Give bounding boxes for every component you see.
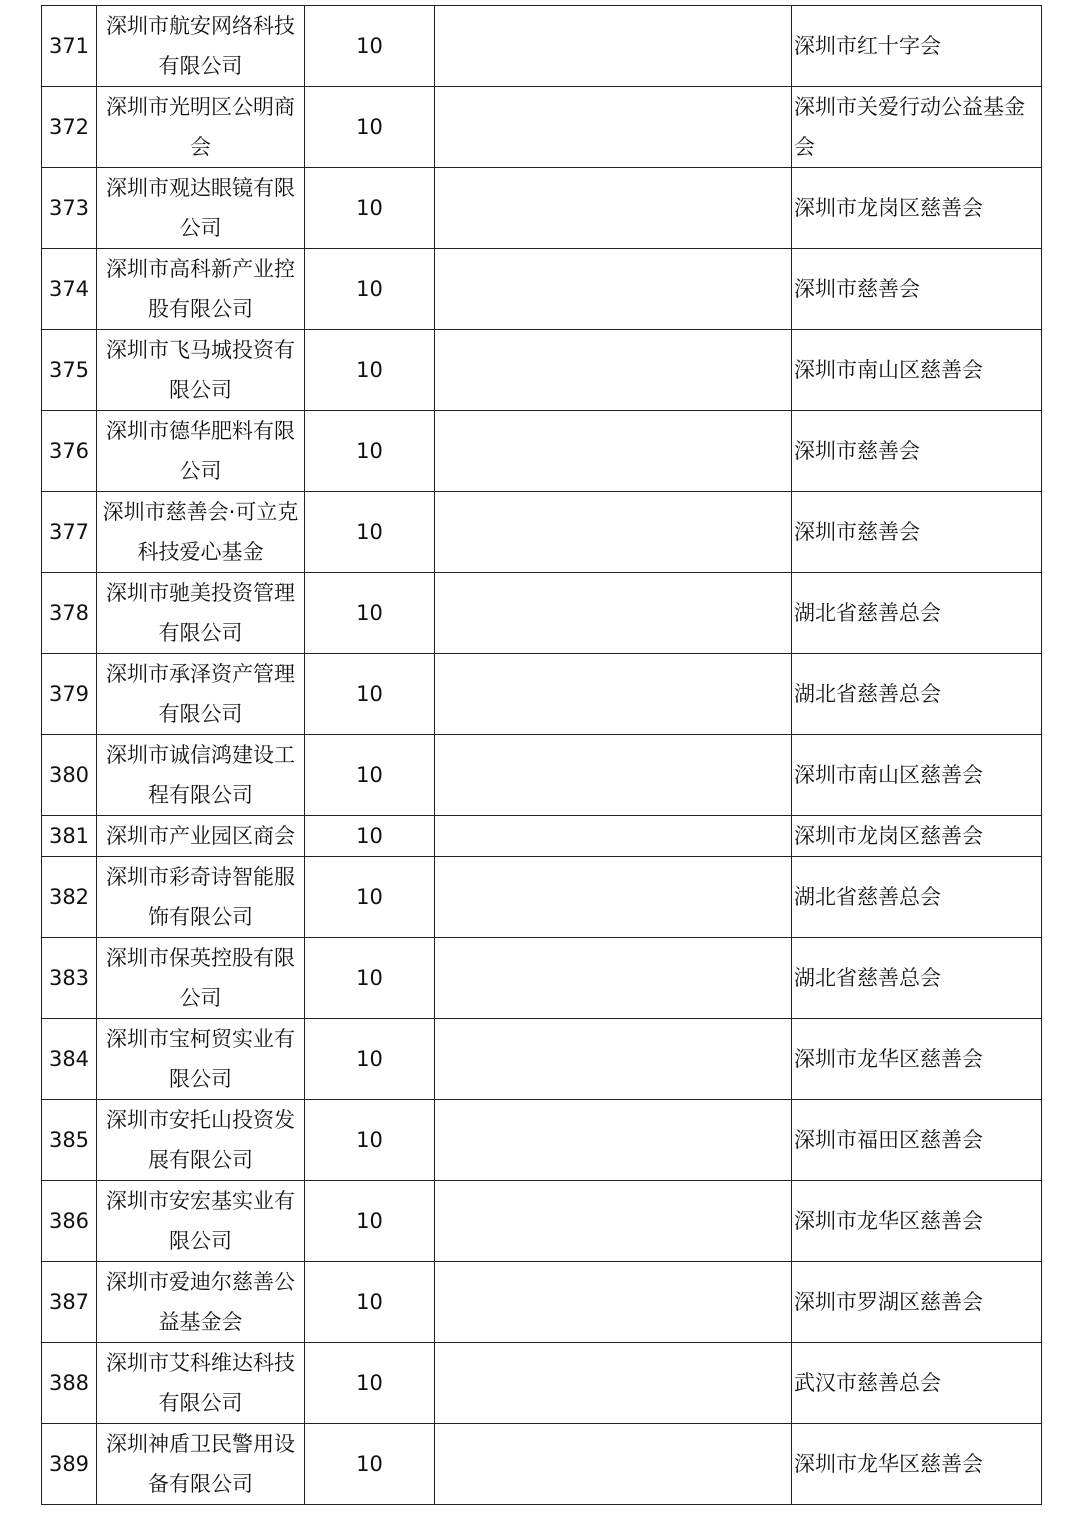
row-number: 379 <box>42 654 97 735</box>
recipient-organization: 深圳市慈善会 <box>792 411 1042 492</box>
donor-name: 深圳市产业园区商会 <box>97 816 305 857</box>
empty-cell <box>435 411 792 492</box>
donor-name: 深圳市光明区公明商会 <box>97 87 305 168</box>
table-row <box>42 1019 1042 1100</box>
empty-cell <box>435 816 792 857</box>
donor-name: 深圳市诚信鸿建设工程有限公司 <box>97 735 305 816</box>
row-number: 371 <box>42 6 97 87</box>
empty-cell <box>435 573 792 654</box>
recipient-organization: 深圳市龙岗区慈善会 <box>792 816 1042 857</box>
row-number: 373 <box>42 168 97 249</box>
row-number: 377 <box>42 492 97 573</box>
empty-cell <box>435 492 792 573</box>
row-number: 375 <box>42 330 97 411</box>
recipient-organization: 深圳市龙岗区慈善会 <box>792 168 1042 249</box>
recipient-organization: 湖北省慈善总会 <box>792 857 1042 938</box>
donor-name: 深圳市爱迪尔慈善公益基金会 <box>97 1262 305 1343</box>
donor-name: 深圳市彩奇诗智能服饰有限公司 <box>97 857 305 938</box>
recipient-organization: 湖北省慈善总会 <box>792 654 1042 735</box>
recipient-organization: 深圳市慈善会 <box>792 492 1042 573</box>
table-row <box>42 87 1042 168</box>
donation-amount: 10 <box>305 168 435 249</box>
row-number: 382 <box>42 857 97 938</box>
table-row <box>42 1181 1042 1262</box>
donation-amount: 10 <box>305 1424 435 1505</box>
empty-cell <box>435 654 792 735</box>
empty-cell <box>435 249 792 330</box>
table-row <box>42 573 1042 654</box>
table-row <box>42 654 1042 735</box>
recipient-organization: 深圳市南山区慈善会 <box>792 330 1042 411</box>
empty-cell <box>435 1424 792 1505</box>
table-row <box>42 1262 1042 1343</box>
donor-name: 深圳市宝柯贸实业有限公司 <box>97 1019 305 1100</box>
donation-amount: 10 <box>305 654 435 735</box>
donation-amount: 10 <box>305 1343 435 1424</box>
row-number: 378 <box>42 573 97 654</box>
recipient-organization: 湖北省慈善总会 <box>792 938 1042 1019</box>
empty-cell <box>435 1181 792 1262</box>
donation-amount: 10 <box>305 411 435 492</box>
donor-name: 深圳市观达眼镜有限公司 <box>97 168 305 249</box>
donor-name: 深圳市慈善会·可立克科技爱心基金 <box>97 492 305 573</box>
row-number: 385 <box>42 1100 97 1181</box>
donation-amount: 10 <box>305 735 435 816</box>
empty-cell <box>435 1100 792 1181</box>
table-row <box>42 6 1042 87</box>
table-row <box>42 1424 1042 1505</box>
donation-amount: 10 <box>305 6 435 87</box>
donor-name: 深圳市艾科维达科技有限公司 <box>97 1343 305 1424</box>
donation-amount: 10 <box>305 1100 435 1181</box>
row-number: 376 <box>42 411 97 492</box>
row-number: 388 <box>42 1343 97 1424</box>
empty-cell <box>435 1019 792 1100</box>
recipient-organization: 深圳市龙华区慈善会 <box>792 1019 1042 1100</box>
empty-cell <box>435 6 792 87</box>
donation-amount: 10 <box>305 1262 435 1343</box>
empty-cell <box>435 168 792 249</box>
table-row <box>42 249 1042 330</box>
recipient-organization: 深圳市红十字会 <box>792 6 1042 87</box>
empty-cell <box>435 938 792 1019</box>
row-number: 383 <box>42 938 97 1019</box>
table-row <box>42 857 1042 938</box>
donor-name: 深圳神盾卫民警用设备有限公司 <box>97 1424 305 1505</box>
row-number: 386 <box>42 1181 97 1262</box>
table-row <box>42 411 1042 492</box>
row-number: 389 <box>42 1424 97 1505</box>
row-number: 374 <box>42 249 97 330</box>
recipient-organization: 深圳市慈善会 <box>792 249 1042 330</box>
donation-table <box>41 5 1042 1505</box>
donation-amount: 10 <box>305 492 435 573</box>
recipient-organization: 湖北省慈善总会 <box>792 573 1042 654</box>
recipient-organization: 深圳市南山区慈善会 <box>792 735 1042 816</box>
recipient-organization: 深圳市罗湖区慈善会 <box>792 1262 1042 1343</box>
table-row <box>42 330 1042 411</box>
table-row <box>42 938 1042 1019</box>
donation-amount: 10 <box>305 249 435 330</box>
recipient-organization: 深圳市龙华区慈善会 <box>792 1424 1042 1505</box>
donor-name: 深圳市高科新产业控股有限公司 <box>97 249 305 330</box>
recipient-organization: 深圳市福田区慈善会 <box>792 1100 1042 1181</box>
table-row <box>42 492 1042 573</box>
recipient-organization: 深圳市关爱行动公益基金会 <box>792 87 1042 168</box>
recipient-organization: 武汉市慈善总会 <box>792 1343 1042 1424</box>
donor-name: 深圳市承泽资产管理有限公司 <box>97 654 305 735</box>
table-row <box>42 816 1042 857</box>
table-row <box>42 735 1042 816</box>
donor-name: 深圳市德华肥料有限公司 <box>97 411 305 492</box>
donation-table-body <box>42 6 1042 1505</box>
donation-amount: 10 <box>305 573 435 654</box>
empty-cell <box>435 1343 792 1424</box>
table-row <box>42 168 1042 249</box>
empty-cell <box>435 735 792 816</box>
donation-amount: 10 <box>305 816 435 857</box>
table-row <box>42 1100 1042 1181</box>
empty-cell <box>435 1262 792 1343</box>
donor-name: 深圳市安托山投资发展有限公司 <box>97 1100 305 1181</box>
donation-amount: 10 <box>305 857 435 938</box>
row-number: 381 <box>42 816 97 857</box>
donation-amount: 10 <box>305 330 435 411</box>
donor-name: 深圳市飞马城投资有限公司 <box>97 330 305 411</box>
table-row <box>42 1343 1042 1424</box>
row-number: 387 <box>42 1262 97 1343</box>
donation-amount: 10 <box>305 1019 435 1100</box>
empty-cell <box>435 87 792 168</box>
row-number: 384 <box>42 1019 97 1100</box>
donor-name: 深圳市保英控股有限公司 <box>97 938 305 1019</box>
recipient-organization: 深圳市龙华区慈善会 <box>792 1181 1042 1262</box>
donor-name: 深圳市安宏基实业有限公司 <box>97 1181 305 1262</box>
donor-name: 深圳市驰美投资管理有限公司 <box>97 573 305 654</box>
donation-amount: 10 <box>305 1181 435 1262</box>
donation-amount: 10 <box>305 87 435 168</box>
row-number: 380 <box>42 735 97 816</box>
empty-cell <box>435 857 792 938</box>
donor-name: 深圳市航安网络科技有限公司 <box>97 6 305 87</box>
donation-amount: 10 <box>305 938 435 1019</box>
row-number: 372 <box>42 87 97 168</box>
empty-cell <box>435 330 792 411</box>
